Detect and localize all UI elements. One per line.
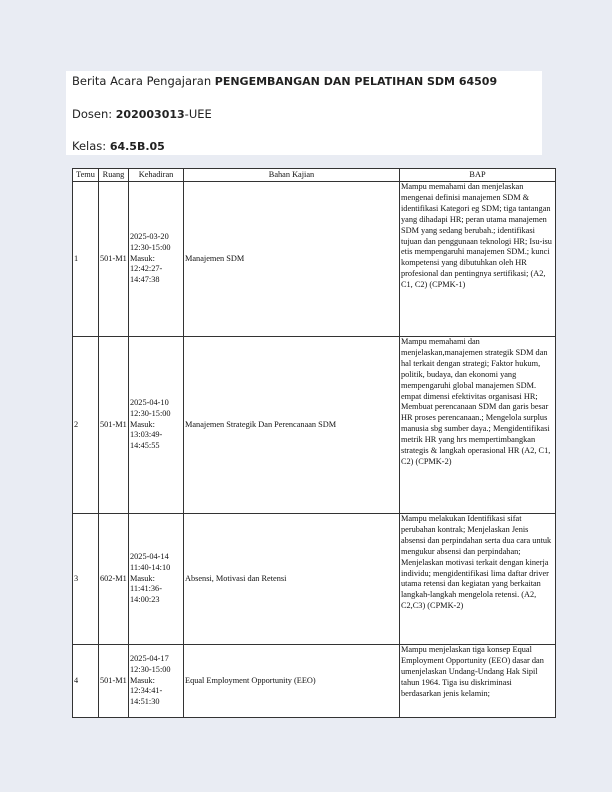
cell-bap: Mampu menjelaskan tiga konsep Equal Employment Opportunity (EEO) dasar dan umenjelaskan Undang-Undang Hak Sipil tahun 1964. Tiga isu diskriminasi berdasarkan jenis kelamin; — [400, 645, 556, 718]
cell-kehadiran — [129, 182, 184, 337]
cell-kehadiran — [129, 514, 184, 645]
table-header-row — [73, 169, 556, 182]
cell-bahan-kajian: Equal Employment Opportunity (EEO) — [184, 645, 400, 718]
attendance-time: Masuk: 13:03:49-14:45:55 — [130, 419, 163, 451]
cell-kehadiran — [129, 337, 184, 514]
course-name: PENGEMBANGAN DAN PELATIHAN SDM 64509 — [214, 75, 498, 88]
cell-ruang: 501-M1 — [99, 337, 129, 514]
cell-temu: 3 — [73, 514, 99, 645]
schedule-time: 2025-04-14 11:40-14:10 — [130, 551, 171, 572]
cell-ruang: 501-M1 — [99, 645, 129, 718]
col-header-kehadiran: Kehadiran — [129, 169, 184, 182]
bap-table — [72, 168, 556, 718]
cell-bahan-kajian: Absensi, Motivasi dan Retensi — [184, 514, 400, 645]
dosen-suffix: -UEE — [184, 107, 212, 121]
schedule-time: 2025-04-10 12:30-15:00 — [130, 397, 171, 418]
document-header — [66, 71, 542, 155]
title-label: Berita Acara Pengajaran — [72, 74, 212, 88]
col-header-bahan-kajian: Bahan Kajian — [184, 169, 400, 182]
cell-ruang: 602-M1 — [99, 514, 129, 645]
cell-bap: Mampu memahami dan menjelaskan,manajemen strategik SDM dan hal terkait dengan strategi; Faktor hukum, politik, budaya, dan ekonomi yang mempengaruhi global manajemen SDM. empat dimensi efektivitas organisasi HR; Membuat perencanaan SDM dan garis besar HR proses perencanaan.; Mengelola surplus manusia sbg sumber daya.; Mengidentifikasi metrik HR yang hrs mempertimbangkan strategis & langkah operasional HR (A2, C1, C2) (CPMK-2) — [400, 337, 556, 514]
class-line — [72, 139, 165, 153]
cell-bahan-kajian: Manajemen SDM — [184, 182, 400, 337]
table-row — [73, 514, 556, 645]
attendance-time: Masuk: 11:41:36-14:00:23 — [130, 573, 162, 605]
cell-temu: 4 — [73, 645, 99, 718]
table-row — [73, 645, 556, 718]
attendance-time: Masuk: 12:42:27-14:47:38 — [130, 253, 163, 285]
dosen-label: Dosen: — [72, 107, 113, 121]
col-header-temu: Temu — [73, 169, 99, 182]
lecturer-line — [72, 107, 212, 121]
cell-bap: Mampu melakukan Identifikasi sifat perubahan kontrak; Menjelaskan Jenis absensi dan perpindahan serta dua cara untuk mengukur absensi dan perpindahan; Menjelaskan motivasi terkait dengan kinerja individu; mengidentifikasi lima daftar driver utama retensi dan kegiatan yang berkaitan langkah-langkah mengelola retensi. (A2, C2,C3) (CPMK-2) — [400, 514, 556, 645]
cell-temu: 2 — [73, 337, 99, 514]
schedule-time: 2025-03-20 12:30-15:00 — [130, 231, 171, 252]
cell-bap: Mampu memahami dan menjelaskan mengenai definisi manajemen SDM & identifikasi Kategori eg SDM; tiga tantangan yang dihadapi HR; peran utama manajemen SDM yang sedang berubah.; identifikasi tujuan dan penggunaan teknologi HR; Isu-isu etis mempengaruhi manajemen SDM.; kunci kompetensi yang dibutuhkan oleh HR profesional dan pentingnya sertifikasi; (A2, C1, C2) (CPMK-1) — [400, 182, 556, 337]
schedule-time: 2025-04-17 12:30-15:00 — [130, 653, 171, 674]
cell-ruang: 501-M1 — [99, 182, 129, 337]
attendance-time: Masuk: 12:34:41-14:51:30 — [130, 675, 163, 707]
col-header-ruang: Ruang — [99, 169, 129, 182]
kelas-value: 64.5B.05 — [109, 140, 165, 153]
table-row — [73, 182, 556, 337]
kelas-label: Kelas: — [72, 139, 107, 153]
dosen-id: 202003013 — [115, 108, 185, 121]
cell-temu: 1 — [73, 182, 99, 337]
table-row — [73, 337, 556, 514]
course-title-line — [72, 74, 497, 88]
cell-kehadiran — [129, 645, 184, 718]
cell-bahan-kajian: Manajemen Strategik Dan Perencanaan SDM — [184, 337, 400, 514]
col-header-bap: BAP — [400, 169, 556, 182]
